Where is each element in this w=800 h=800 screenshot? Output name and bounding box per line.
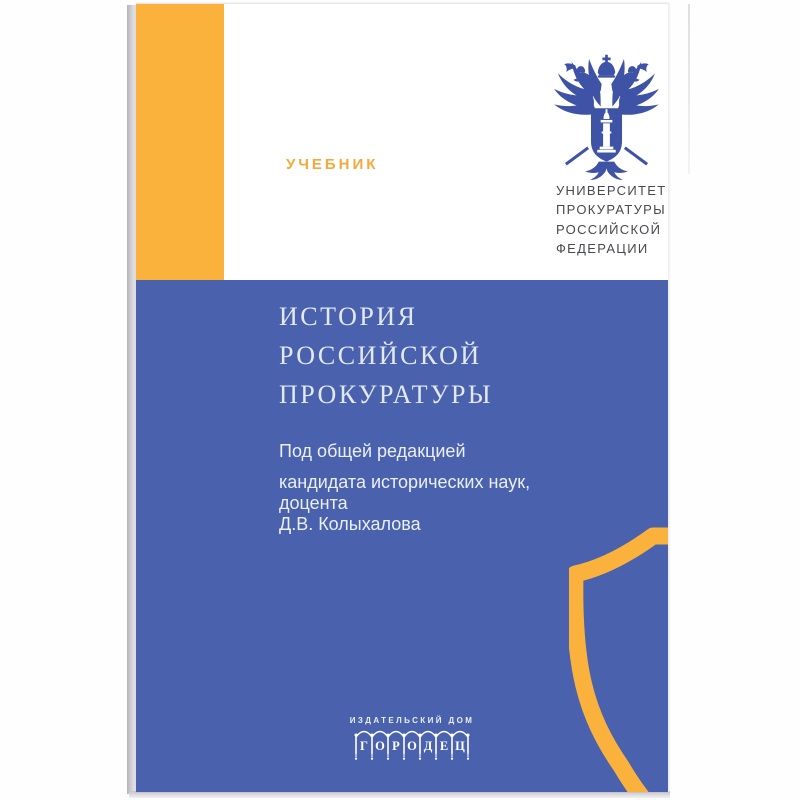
book-title <box>279 297 493 414</box>
university-line: УНИВЕРСИТЕТ <box>556 183 667 198</box>
editor-rank: доцента <box>279 493 348 513</box>
shield-outline-icon <box>569 526 668 792</box>
title-line: ПРОКУРАТУРЫ <box>279 380 494 409</box>
editors-block <box>279 440 530 535</box>
book-front-cover <box>136 3 669 792</box>
editor-name: Д.В. Колыхалова <box>279 514 421 534</box>
university-name <box>556 181 666 258</box>
publisher-tagline: ИЗДАТЕЛЬСКИЙ ДОМ <box>349 716 475 725</box>
yellow-stripe <box>136 4 224 280</box>
svg-text:Р: Р <box>392 739 400 753</box>
title-line: РОССИЙСКОЙ <box>279 341 482 370</box>
cover-blue-panel <box>136 280 668 792</box>
textbook-badge: УЧЕБНИК <box>286 156 379 173</box>
publisher-block <box>332 716 492 761</box>
double-headed-eagle-emblem-icon <box>550 54 663 182</box>
svg-text:Ц: Ц <box>455 739 465 753</box>
university-line: РОССИЙСКОЙ <box>556 221 662 237</box>
edited-by-label: Под общей редакцией <box>279 441 466 461</box>
university-line: ПРОКУРАТУРЫ <box>556 202 666 218</box>
gorodets-logo <box>354 729 470 761</box>
svg-text:Д: Д <box>423 739 433 753</box>
svg-text:О: О <box>407 739 417 753</box>
svg-text:О: О <box>375 739 385 753</box>
book-page-edge-right <box>688 4 690 174</box>
svg-text:Е: Е <box>439 739 449 753</box>
title-line: ИСТОРИЯ <box>279 302 418 331</box>
university-line: ФЕДЕРАЦИИ <box>556 240 649 256</box>
editor-credentials: кандидата исторических наук, <box>279 472 531 492</box>
svg-text:Г: Г <box>360 739 368 753</box>
book-page-edge-bottom <box>129 791 670 798</box>
